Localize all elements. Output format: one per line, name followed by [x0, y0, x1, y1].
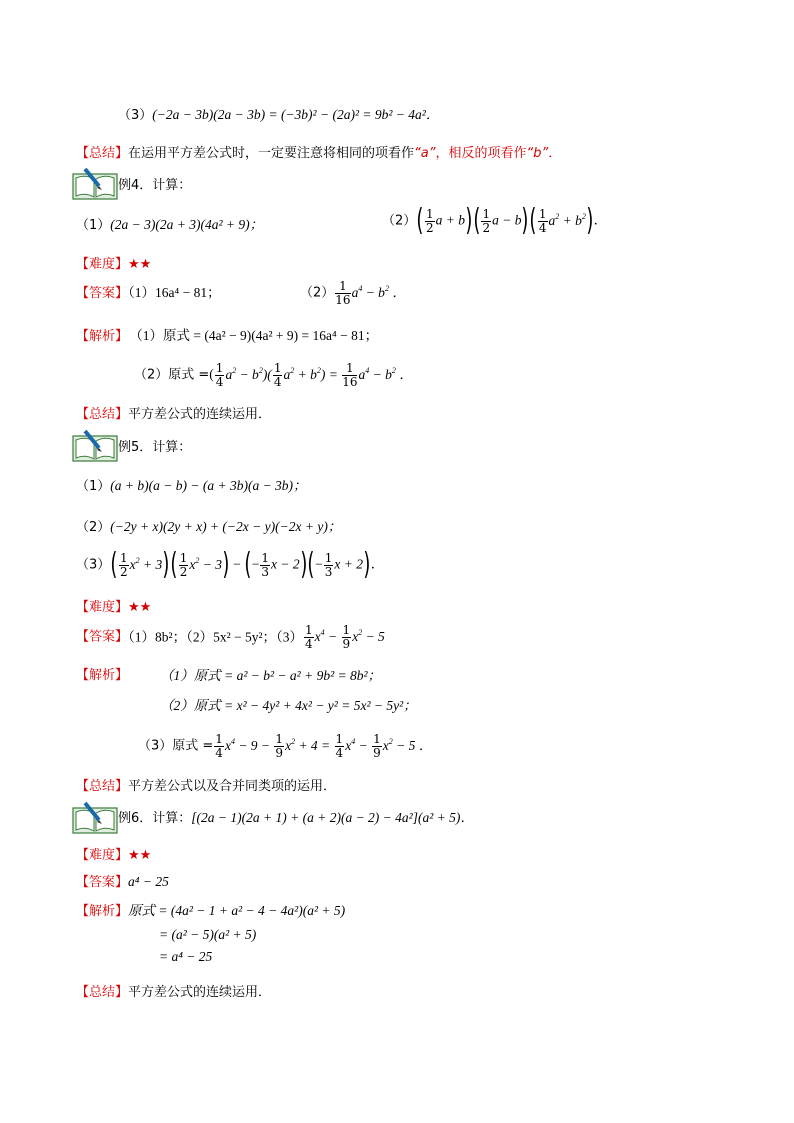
ex6-title: 例6．计算： — [118, 811, 192, 826]
ex5-q2-number: （2） — [76, 520, 111, 535]
difficulty-stars: ★★ — [128, 848, 152, 863]
ex5-q2-expression: (−2y + x)(2y + x) + (−2x − y)(−2x + y)； — [110, 519, 342, 534]
summary-label: 【总结】 — [76, 779, 129, 794]
ex5-solution-3-prefix: （3）原式 = — [138, 738, 214, 754]
summary-label: 【总结】 — [76, 985, 129, 1000]
ex5-answer-text: （1）8b²；（2）5x² − 5y²；（3） — [128, 629, 304, 645]
ex4-q2-number: （2） — [382, 213, 417, 229]
ex4-answer — [76, 286, 221, 300]
difficulty-label: 【难度】 — [76, 257, 129, 272]
ex4-q1 — [76, 218, 263, 232]
ex3-part3 — [118, 108, 439, 122]
ex4-title: 例4．计算： — [118, 178, 192, 193]
book-pencil-icon — [72, 800, 118, 834]
ex3-part3-expression: (−2a − 3b)(2a − 3b) = (−3b)² − (2a)² = 9b² − 4a²． — [152, 107, 440, 122]
difficulty-stars: ★★ — [128, 257, 152, 272]
answer-label: 【答案】 — [76, 286, 129, 301]
ex4-solution-2: （2）原式 =( $\frac{1}{4}$ $a^2 - b^2$)( $\frac{1}{4}$ $a^2 + b^2$) = $\frac{1}{16}$ $a^4 - b^2$ ． — [134, 361, 413, 389]
ex5-q3: （3）( $\frac{1}{2}$ $x^2 + 3$)( $\frac{1}{2}$ $x^2 - 3$) − (− $\frac{1}{3}$ x − 2)(− $\frac{1}{3}$ x + 2)． — [76, 547, 385, 582]
ex6-solution-line-1: 原式 = (4a² − 1 + a² − 4 − 4a²)(a² + 5) — [128, 903, 346, 918]
summary-label: 【总结】 — [76, 407, 129, 422]
book-pencil-icon — [72, 166, 118, 200]
ex5-analysis-label — [76, 669, 128, 682]
ex5-solution-1: （1）原式 = a² − b² − a² + 9b² = 8b²； — [160, 668, 382, 683]
difficulty-label: 【难度】 — [76, 600, 129, 615]
analysis-label: 【解析】 — [76, 329, 129, 344]
ex5-q1 — [76, 479, 307, 493]
ex4-q1-expression: (2a − 3)(2a + 3)(4a² + 9)； — [110, 217, 264, 232]
ex4-analysis — [76, 329, 378, 343]
answer-label: 【答案】 — [76, 629, 129, 645]
ex3-part3-number: （3） — [118, 108, 153, 123]
analysis-label: 【解析】 — [76, 904, 129, 919]
ex5-solution-3: （3）原式 = $\frac{1}{4}$ $x^4 - 9$ − $\frac{1}{9}$ $x^2 + 4$ = $\frac{1}{4}$ $x^4$ − $\frac{1}{9}$ $x^2 - 5$ ． — [138, 732, 433, 760]
analysis-label: 【解析】 — [76, 668, 129, 683]
ex6-summary-text: 平方差公式的连续运用． — [128, 985, 272, 1000]
ex4-solution-1: （1）原式 = (4a² − 9)(4a² + 9) = 16a⁴ − 81； — [136, 328, 379, 343]
ex5-q1-number: （1） — [76, 479, 111, 494]
ex4-difficulty — [76, 258, 151, 271]
difficulty-stars: ★★ — [128, 600, 152, 615]
ex5-difficulty — [76, 601, 151, 614]
summary-quote-a: “a” — [414, 146, 436, 161]
ex6-expression: [(2a − 1)(2a + 1) + (a + 2)(a − 2) − 4a²](a² + 5)． — [191, 810, 474, 825]
ex4-q2: （2）( $\frac{1}{2}$ a + b)( $\frac{1}{2}$ a − b)( $\frac{1}{4}$ $a^2 + b^2$)． — [382, 203, 608, 238]
ex5-answer: 【答案】（1）8b²；（2）5x² − 5y²；（3） $\frac{1}{4}$ $x^4$ − $\frac{1}{9}$ $x^2 - 5$ — [76, 623, 385, 651]
ex5-solution-2: （2）原式 = x² − 4y² + 4x² − y² = 5x² − 5y²； — [160, 698, 417, 713]
ex5-q2 — [76, 520, 341, 534]
ex6-solution-line-2: = (a² − 5)(a² + 5) — [159, 927, 257, 942]
ex5-q1-expression: (a + b)(a − b) − (a + 3b)(a − 3b)； — [110, 478, 307, 493]
answer-label: 【答案】 — [76, 875, 129, 890]
ex5-summary — [76, 780, 336, 793]
ex3-summary — [76, 147, 561, 160]
ex5-q3-number: （3） — [76, 557, 111, 573]
summary-label: 【总结】 — [76, 146, 129, 161]
ex6-summary — [76, 986, 271, 999]
summary-quote-b: “b” — [526, 146, 549, 161]
ex5-summary-text: 平方差公式以及合并同类项的运用． — [128, 779, 337, 794]
ex4-solution-2-prefix: （2）原式 = — [134, 367, 210, 383]
ex6-difficulty — [76, 849, 151, 862]
ex5-title: 例5．计算： — [118, 440, 192, 455]
ex6-answer-text: a⁴ − 25 — [128, 874, 169, 889]
ex4-answer-1: （1）16a⁴ − 81； — [128, 285, 221, 300]
ex4-answer-2-number: （2） — [300, 285, 335, 301]
difficulty-label: 【难度】 — [76, 848, 129, 863]
summary-text-3: ． — [548, 146, 562, 161]
ex6-solution-line-3: = a⁴ − 25 — [159, 949, 213, 964]
ex4-answer-2: （2） $\frac{1}{16}$ $a^4 - b^2$ ． — [300, 279, 406, 307]
ex6-answer — [76, 875, 169, 889]
ex6-analysis — [76, 904, 345, 918]
summary-text-2: ，相反的项看作 — [435, 146, 527, 161]
ex4-summary-text: 平方差公式的连续运用． — [128, 407, 272, 422]
summary-text-1: 在运用平方差公式时，一定要注意将相同的项看作 — [128, 146, 415, 161]
ex4-summary — [76, 408, 271, 421]
book-pencil-icon — [72, 428, 118, 462]
ex6-question — [118, 811, 474, 825]
ex4-q1-number: （1） — [76, 218, 111, 233]
